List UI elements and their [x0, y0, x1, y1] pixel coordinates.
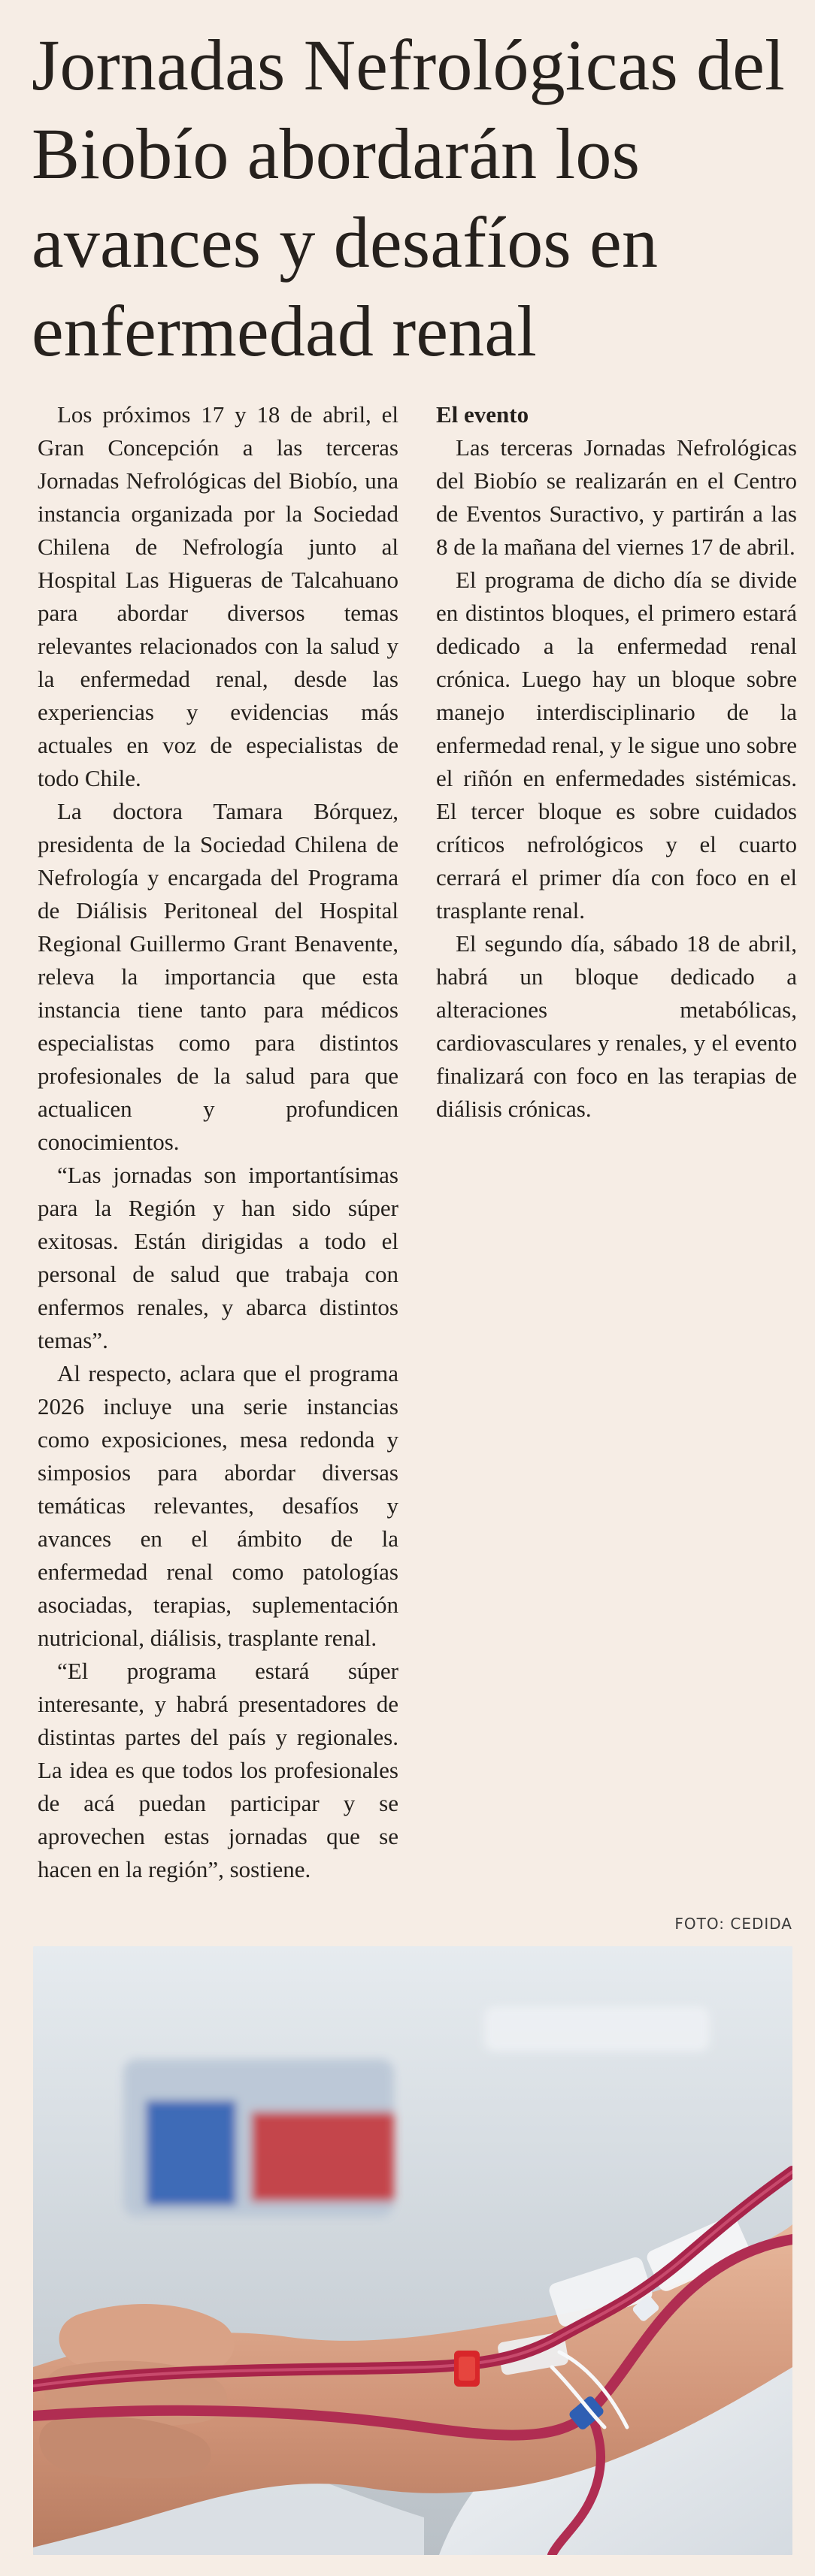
subheading-el-evento: El evento [436, 401, 529, 428]
event-paragraph-3: El segundo día, sábado 18 de abril, habrá un bloque dedicado a alteraciones metabólicas, cardiovasculares y renales, y el evento finalizará con foco en las terapias de diálisis crónicas. [436, 930, 797, 1122]
tube-clamp [454, 2351, 480, 2387]
paragraph-2: La doctora Tamara Bórquez, presidenta de la Sociedad Chilena de Nefrología y encargada del Programa de Diálisis Peritoneal del Hospital Regional Guillermo Grant Benavente, releva la importancia que esta instancia tiene tanto para médicos especialistas como para distintos profesionales de la salud para que actualicen y profundicen conocimientos. [38, 798, 398, 1155]
article-body [38, 398, 797, 1909]
paragraph-5: “El programa estará súper interesante, y habrá presentadores de distintas partes del país y regionales. La idea es que todos los profesionales de acá puedan participar y se aprovechen estas jornadas que se hacen en la región”, sostiene. [38, 1658, 398, 1882]
event-paragraph-2: El programa de dicho día se divide en distintos bloques, el primero estará dedicado a la enfermedad renal crónica. Luego hay un bloque sobre manejo interdisciplinario de la enfermedad renal, y le sigue uno sobre el riñón en enfermedades sistémicas. El tercer bloque es sobre cuidados críticos nefrológicos y el cuarto cerrará el primer día con foco en el trasplante renal. [436, 567, 797, 924]
patient-hand [39, 2304, 234, 2478]
paragraph-3: “Las jornadas son importantísimas para la Región y han sido súper exitosas. Están dirigidas a todo el personal de salud que trabaja con enfermos renales, y abarca distintos temas”. [38, 1162, 398, 1353]
photo-credit: FOTO: CEDIDA [674, 1915, 792, 1933]
headline: Jornadas Nefrológicas del Biobío abordarán los avances y desafíos en enfermedad renal [32, 25, 785, 371]
dialysis-arm-illustration [33, 1946, 792, 2555]
event-paragraph-1: Las terceras Jornadas Nefrológicas del Biobío se realizarán en el Centro de Eventos Suractivo, y partirán a las 8 de la mañana del viernes 17 de abril. [436, 434, 797, 560]
paragraph-1: Los próximos 17 y 18 de abril, el Gran Concepción a las terceras Jornadas Nefrológicas del Biobío, una instancia organizada por la Sociedad Chilena de Nefrología junto al Hospital Las Higueras de Talcahuano para abordar diversos temas relevantes relacionados con la salud y la enfermedad renal, desde las experiencias y evidencias más actuales en voz de especialistas de todo Chile. [38, 401, 398, 791]
dialysis-photo [33, 1946, 792, 2555]
paragraph-4: Al respecto, aclara que el programa 2026 incluye una serie instancias como exposiciones, mesa redonda y simposios para abordar diversas temáticas relevantes, desafíos y avances en el ámbito de la enfermedad renal como patologías asociadas, terapias, suplementación nutricional, diálisis, trasplante renal. [38, 1360, 398, 1651]
